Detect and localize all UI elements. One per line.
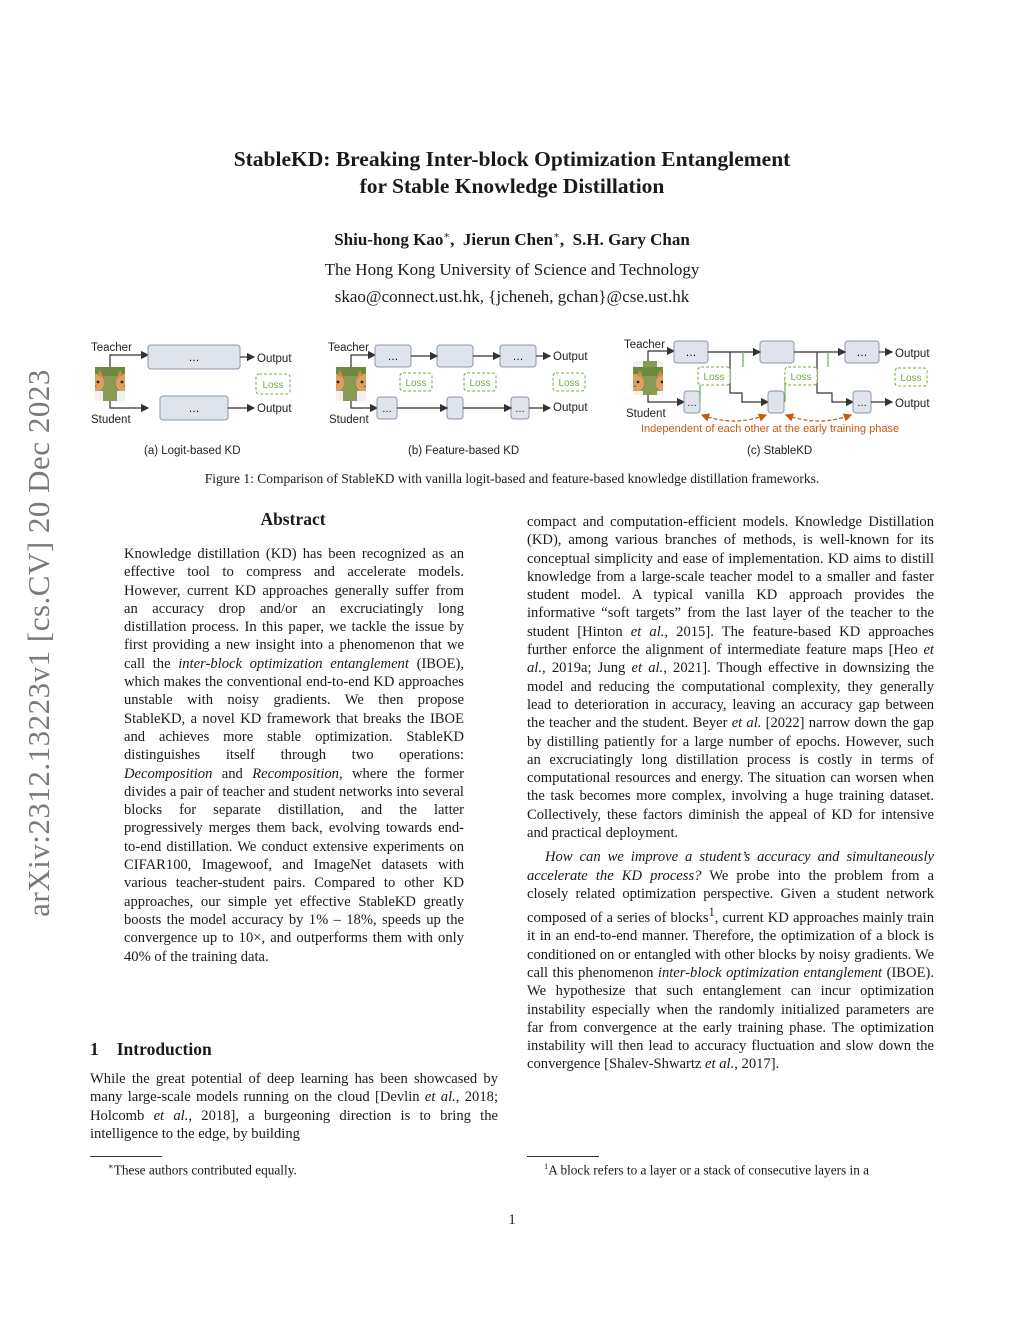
student-label: Student [329,414,369,426]
teacher-label: Teacher [91,342,132,354]
title-line-1: StableKD: Breaking Inter-block Optimization Entanglement [233,147,791,171]
output-label: Output [257,353,292,365]
author-name: Jierun Chen [462,230,554,249]
ellipsis: … [685,347,697,359]
output-label: Output [553,402,588,414]
intro-paragraph: How can we improve a student’s accuracy and simultaneously accelerate the KD process? We probe into the problem from a closely related optimization perspective. Given a student network composed of a series of blocks$^1$, current KD approaches mainly train it in an end-to-end manner. Therefore, the optimization of a block is conditioned on or entangled with other blocks by noisy gradients. We call this phenomenon inter-block optimization entanglement (IBOE). We hypothesize that such entanglement can incur optimization instability especially when the randomly initialized parameters are far from convergence at the early training phase. The optimization instability will then lead to accuracy fluctuation and slow down the convergence [Shalev-Shwartz et al., 2017]. [527,849,934,1073]
equal-contribution-mark: ∗ [443,230,451,242]
panel-stablekd [624,339,930,457]
input-cat-image [95,367,125,401]
equal-contribution-mark: ∗ [553,230,560,242]
author-emails: skao@connect.ust.hk, {jcheneh, gchan}@cse.ust.hk [334,287,690,306]
research-question: How can we improve a student’s accuracy and simultaneously accelerate the KD process? [527,849,934,884]
ellipsis: … [515,404,525,415]
author-name: Shiu-hong Kao [334,230,444,249]
loss-label: Loss [405,378,427,389]
teacher-block [760,341,794,363]
loss-label: Loss [703,372,725,383]
arxiv-identifier: arXiv:2312.13223v1 [cs.CV] 20 Dec 2023 [21,369,56,917]
student-block [768,391,784,413]
intro-paragraph: While the great potential of deep learning has been showcased by many large-scale models running on the cloud [Devlin et al., 2018; Holcomb et al., 2018], a burgeoning direction is to bring the intelligence to the edge, by building [90,1071,498,1142]
footnote-ref[interactable]: 1 [708,905,715,920]
teacher-label: Teacher [328,342,369,354]
input-cat-image [633,361,663,395]
ellipsis: … [856,347,868,359]
section-heading-introduction [90,1039,212,1060]
ellipsis: … [687,398,697,409]
paper-title [0,146,1024,200]
output-label: Output [553,351,588,363]
independence-note: Independent of each other at the early training phase [641,423,900,435]
section-number: 1 [90,1039,99,1059]
student-block [447,397,463,419]
introduction-body-left [90,1070,498,1143]
panel-logit-kd [91,342,292,457]
output-label: Output [895,348,930,360]
student-input-arrow [110,401,148,408]
intro-paragraph: compact and computation-efficient models. Knowledge Distillation (KD), among various branches of methods, is well-known for its conceptual simplicity and ease of implementation. KD aims to distill knowledge from a large-scale teacher model to a smaller and faster student model. A typical vanilla KD approach provides the informative “soft targets” from the last layer of the teacher to the student [Hinton et al., 2015]. The feature-based KD approaches further enforce the alignment of intermediate feature maps [Heo et al., 2019a; Jung et al., 2021]. Though effective in downsizing the model and reducing the computational complexity, they generally lead to deterioration in accuracy, leaving an accuracy gap between the teacher and the student. Beyer et al. [2022] narrow down the gap by distilling patiently for a large number of epochs. However, such an excruciatingly long distillation process is costly in terms of computational resources and energy. The situation can worsen when the task becomes more complex, involving a huge training dataset. Collectively, these factors diminish the appeal of KD for intensive and practical deployment. [527,514,934,842]
term-recomposition: Recomposition [252,765,339,782]
footnote-block-definition: $^1$A block refers to a layer or a stack of consecutive layers in a [544,1161,870,1178]
title-line-2: for Stable Knowledge Distillation [359,174,665,198]
subcaption-c: (c) StableKD [747,445,813,457]
ellipsis: … [857,398,867,409]
teacher-block [437,345,473,367]
input-cat-image [336,367,366,401]
independence-arrow [702,415,766,421]
loss-label: Loss [900,373,922,384]
teacher-input-arrow [351,355,375,367]
ellipsis: … [512,351,524,363]
figure-1-caption: Figure 1: Comparison of StableKD with vanilla logit-based and feature-based knowledge distillation frameworks. [204,471,820,486]
loss-label: Loss [262,380,284,391]
footnote-rule [527,1156,599,1157]
student-label: Student [91,414,131,426]
student-label: Student [626,408,666,420]
teacher-input-arrow [110,355,148,367]
ellipsis: … [188,403,200,415]
subcaption-b: (b) Feature-based KD [408,445,520,457]
term-iboe: inter-block optimization entanglement [657,964,883,981]
term-decomposition: Decomposition [124,765,213,782]
footnote-equal-contribution: ∗These authors contributed equally. [108,1161,297,1178]
section-title: Introduction [116,1039,212,1059]
affiliation: The Hong Kong University of Science and Technology [324,260,700,279]
loss-label: Loss [558,378,580,389]
page-number: 1 [508,1212,516,1228]
author-name: S.H. Gary Chan [572,230,690,249]
independence-arrow [786,415,851,421]
abstract-heading: Abstract [260,509,326,529]
output-label: Output [257,403,292,415]
figure-1-diagram [80,333,950,463]
introduction-body-right [527,513,934,1074]
abstract-body [124,545,464,966]
subcaption-a: (a) Logit-based KD [144,445,241,457]
term-iboe: inter-block optimization entanglement [178,655,409,672]
teacher-label: Teacher [624,339,665,351]
ellipsis: … [387,351,399,363]
output-label: Output [895,398,930,410]
arxiv-side-stamp [14,348,64,938]
ellipsis: … [382,404,392,415]
student-input-arrow [351,401,377,408]
abstract-paragraph: Knowledge distillation (KD) has been recognized as an effective tool to compress and accelerate models. However, current KD approaches generally suffer from an accuracy drop and/or an excruciatingly long distillation process. In this paper, we tackle the issue by first providing a new insight into a phenomenon that we call the inter-block optimization entanglement (IBOE), which makes the conventional end-to-end KD approaches unstable with noisy gradients. We then propose StableKD, a novel KD framework that breaks the IBOE and achieves more stable optimization. StableKD distinguishes itself through two operations: Decomposition and Recomposition, where the former divides a pair of teacher and student networks into several blocks for separate distillation, and the latter progressively merges them back, evolving towards end-to-end distillation. We conduct extensive experiments on CIFAR100, Imagewoof, and ImageNet datasets with various teacher-student pairs. Compared to other KD approaches, our simple yet effective StableKD greatly boosts the model accuracy by 1% – 18%, speeds up the convergence up to 10×, and outperforms them with only 40% of the training data. [124,546,464,965]
ellipsis: … [188,352,200,364]
loss-label: Loss [790,372,812,383]
panel-feature-kd [328,342,588,457]
author-list: Shiu-hong Kao∗, Jierun Chen∗, S.H. Gary Chan [334,230,690,249]
loss-label: Loss [469,378,491,389]
footnote-rule [90,1156,162,1157]
teacher-input-arrow [648,351,674,361]
student-input-arrow [648,395,684,402]
